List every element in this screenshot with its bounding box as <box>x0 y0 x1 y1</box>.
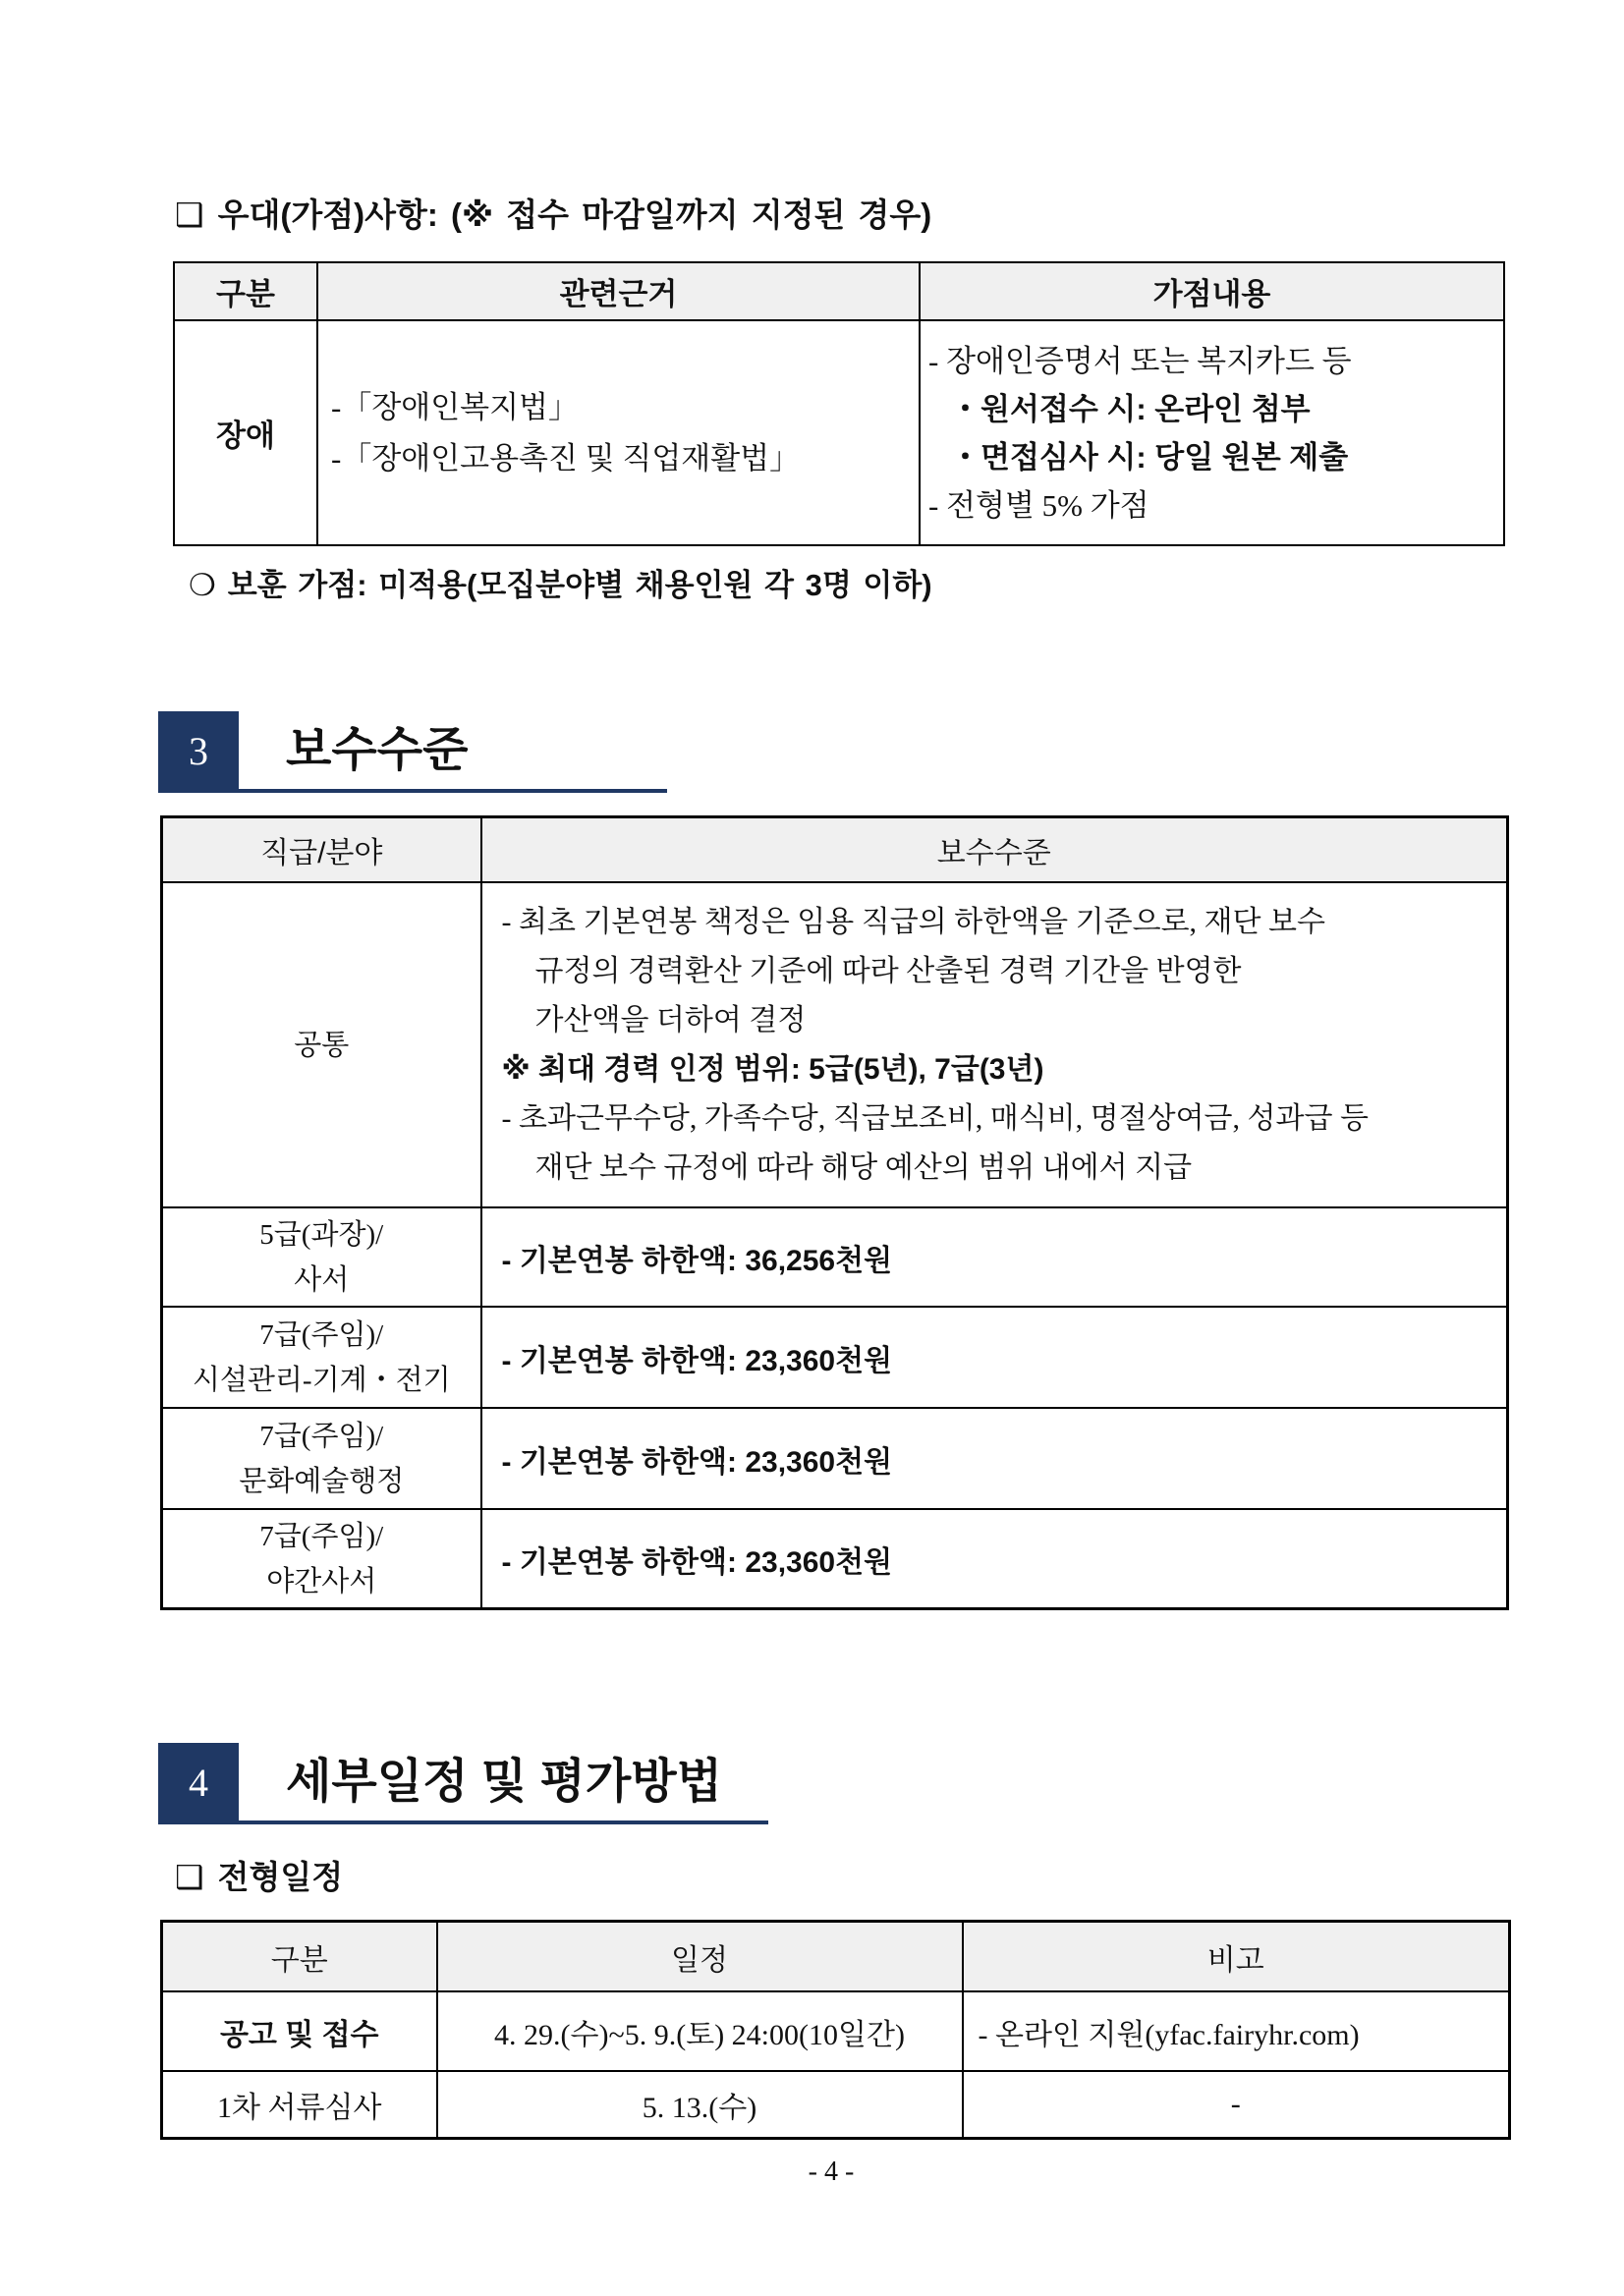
legal-basis-line: -「장애인고용촉진 및 직업재활법」 <box>331 440 801 476</box>
page-number: - 4 - <box>808 2156 855 2187</box>
salary-amount-cell: - 기본연봉 하한액: 23,360천원 <box>481 1408 1508 1509</box>
salary-amount-cell: - 기본연봉 하한액: 36,256천원 <box>481 1207 1508 1307</box>
grade-line: 7급(주임)/ <box>259 1420 384 1452</box>
common-line: ※ 최대 경력 인정 범위: 5급(5년), 7급(3년) <box>501 1052 1044 1086</box>
grade-line: 야간사서 <box>266 1565 377 1597</box>
square-bullet-icon: ❑ <box>175 1858 204 1896</box>
veterans-note <box>189 563 932 608</box>
legal-basis-cell <box>317 320 920 545</box>
column-header-grade: 직급/분야 <box>162 817 481 883</box>
common-line: - 초과근무수당, 가족수당, 직급보조비, 매식비, 명절상여금, 성과급 등 <box>501 1101 1369 1135</box>
column-header-salary: 보수수준 <box>481 817 1508 883</box>
date-cell: 5. 13.(수) <box>437 2071 963 2139</box>
bonus-detail-line: - 장애인증명서 또는 복지카드 등 <box>928 343 1352 378</box>
salary-table <box>160 815 1509 1610</box>
preference-heading-text: 우대(가점)사항: (※ 접수 마감일까지 지정된 경우) <box>217 196 932 233</box>
column-header-date: 일정 <box>437 1922 963 1992</box>
grade-line: 사서 <box>294 1263 350 1296</box>
legal-basis-line: -「장애인복지법」 <box>331 389 579 424</box>
grade-line: 시설관리-기계・전기 <box>192 1364 451 1396</box>
bonus-detail-line: - 전형별 5% 가점 <box>928 487 1149 523</box>
common-line: 규정의 경력환산 기준에 따라 산출된 경력 기간을 반영한 <box>534 954 1242 987</box>
grade-line: 문화예술행정 <box>239 1465 405 1497</box>
grade-line: 5급(과장)/ <box>259 1218 384 1251</box>
table-row <box>162 1991 1510 2071</box>
schedule-subheading-text: 전형일정 <box>217 1859 344 1895</box>
schedule-table <box>160 1920 1511 2140</box>
section-underline <box>158 789 667 793</box>
grade-cell <box>162 1307 481 1408</box>
preference-table <box>173 261 1505 546</box>
common-line: 가산액을 더하여 결정 <box>534 1003 807 1036</box>
column-header-stage: 구분 <box>162 1922 437 1992</box>
section-number-badge: 3 <box>158 711 239 792</box>
section-number-badge: 4 <box>158 1743 239 1823</box>
salary-amount-cell: - 기본연봉 하한액: 23,360천원 <box>481 1307 1508 1408</box>
bonus-detail-line: ・면접심사 시: 당일 원본 제출 <box>950 439 1349 475</box>
column-header-legal-basis: 관련근거 <box>317 262 920 320</box>
table-row <box>162 2071 1510 2139</box>
category-cell: 장애 <box>174 320 317 545</box>
remarks-cell: - <box>963 2071 1510 2139</box>
column-header-remarks: 비고 <box>963 1922 1510 1992</box>
grade-line: 7급(주임)/ <box>259 1318 384 1351</box>
remarks-cell: - 온라인 지원(yfac.fairyhr.com) <box>963 1991 1510 2071</box>
column-header-bonus-details: 가점내용 <box>920 262 1504 320</box>
table-row <box>162 1307 1508 1408</box>
date-cell: 4. 29.(수)~5. 9.(토) 24:00(10일간) <box>437 1991 963 2071</box>
section-title: 보수수준 <box>286 724 469 776</box>
grade-cell <box>162 1509 481 1609</box>
grade-line: 7급(주임)/ <box>259 1520 384 1552</box>
veterans-note-text: 보훈 가점: 미적용(모집분야별 채용인원 각 3명 이하) <box>227 568 932 602</box>
common-line: 재단 보수 규정에 따라 해당 예산의 범위 내에서 지급 <box>534 1150 1193 1184</box>
common-line: - 최초 기본연봉 책정은 임용 직급의 하한액을 기준으로, 재단 보수 <box>501 905 1325 938</box>
schedule-subheading <box>175 1855 343 1900</box>
bonus-details-cell <box>920 320 1504 545</box>
section-underline <box>158 1820 768 1824</box>
preference-table-row <box>174 320 1504 545</box>
stage-cell: 1차 서류심사 <box>162 2071 437 2139</box>
table-row <box>162 1509 1508 1609</box>
square-bullet-icon: ❑ <box>175 196 204 234</box>
salary-table-header-row <box>162 817 1508 883</box>
schedule-table-header-row <box>162 1922 1510 1992</box>
stage-cell: 공고 및 접수 <box>162 1991 437 2071</box>
column-header-category: 구분 <box>174 262 317 320</box>
section-title: 세부일정 및 평가방법 <box>286 1756 722 1808</box>
bonus-detail-line: ・원서접수 시: 온라인 첨부 <box>950 391 1311 426</box>
preference-table-header-row <box>174 262 1504 320</box>
salary-common-row <box>162 882 1508 1207</box>
table-row <box>162 1207 1508 1307</box>
circle-bullet-icon: ❍ <box>189 568 216 603</box>
grade-cell <box>162 1408 481 1509</box>
salary-amount-cell: - 기본연봉 하한액: 23,360천원 <box>481 1509 1508 1609</box>
preference-heading <box>175 193 931 238</box>
table-row <box>162 1408 1508 1509</box>
common-content-cell <box>481 882 1508 1207</box>
common-label-cell: 공통 <box>162 882 481 1207</box>
grade-cell <box>162 1207 481 1307</box>
